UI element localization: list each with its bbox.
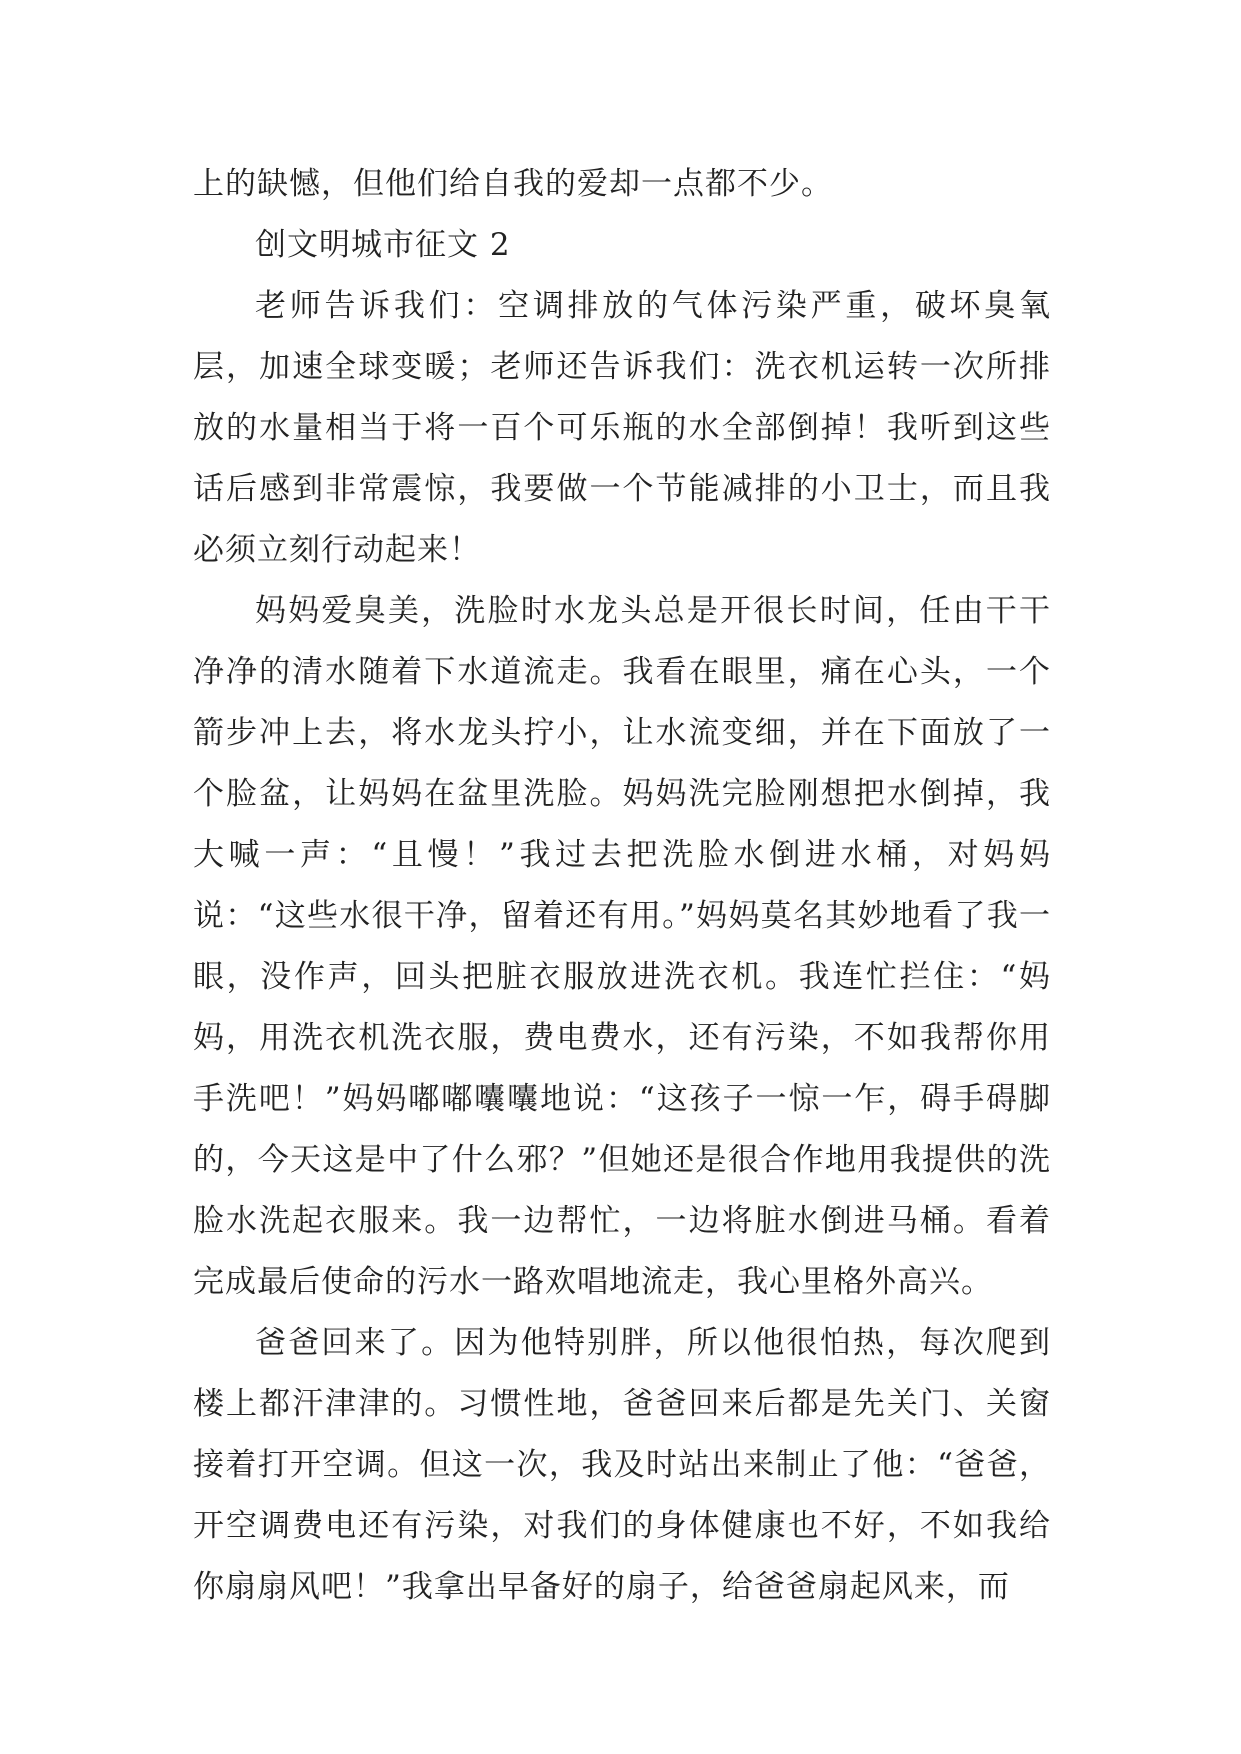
paragraph-father: 爸爸回来了。因为他特别胖，所以他很怕热，每次爬到楼上都汗津津的。习惯性地，爸爸回来后都是先关门、关窗接着打开空调。但这一次，我及时站出来制止了他：“爸爸，开空调费电还有污染，对我们的身体健康也不好，不如我给你扇扇风吧！”我拿出早备好的扇子，给爸爸扇起风来，而 xyxy=(193,1325,1051,1605)
section-heading: 创文明城市征文 2 xyxy=(255,227,511,263)
paragraph-mother: 妈妈爱臭美，洗脸时水龙头总是开很长时间，任由干干净净的清水随着下水道流走。我看在眼里，痛在心头，一个箭步冲上去，将水龙头拧小，让水流变细，并在下面放了一个脸盆，让妈妈在盆里洗脸。妈妈洗完脸刚想把水倒掉，我大喊一声：“且慢！”我过去把洗脸水倒进水桶，对妈妈说：“这些水很干净，留着还有用。”妈妈莫名其妙地看了我一眼，没作声，回头把脏衣服放进洗衣机。我连忙拦住：“妈妈，用洗衣机洗衣服，费电费水，还有污染，不如我帮你用手洗吧！”妈妈嘟嘟囔囔地说：“这孩子一惊一乍，碍手碍脚的，今天这是中了什么邪？”但她还是很合作地用我提供的洗脸水洗起衣服来。我一边帮忙，一边将脏水倒进马桶。看着完成最后使命的污水一路欢唱地流走，我心里格外高兴。 xyxy=(193,593,1051,1300)
paragraph-teacher: 老师告诉我们：空调排放的气体污染严重，破坏臭氧层，加速全球变暖；老师还告诉我们：洗衣机运转一次所排放的水量相当于将一百个可乐瓶的水全部倒掉！我听到这些话后感到非常震惊，我要做一个节能减排的小卫士，而且我必须立刻行动起来！ xyxy=(193,288,1051,568)
document-body xyxy=(193,154,1051,1618)
paragraph-continuation: 上的缺憾，但他们给自我的爱却一点都不少。 xyxy=(193,166,833,202)
